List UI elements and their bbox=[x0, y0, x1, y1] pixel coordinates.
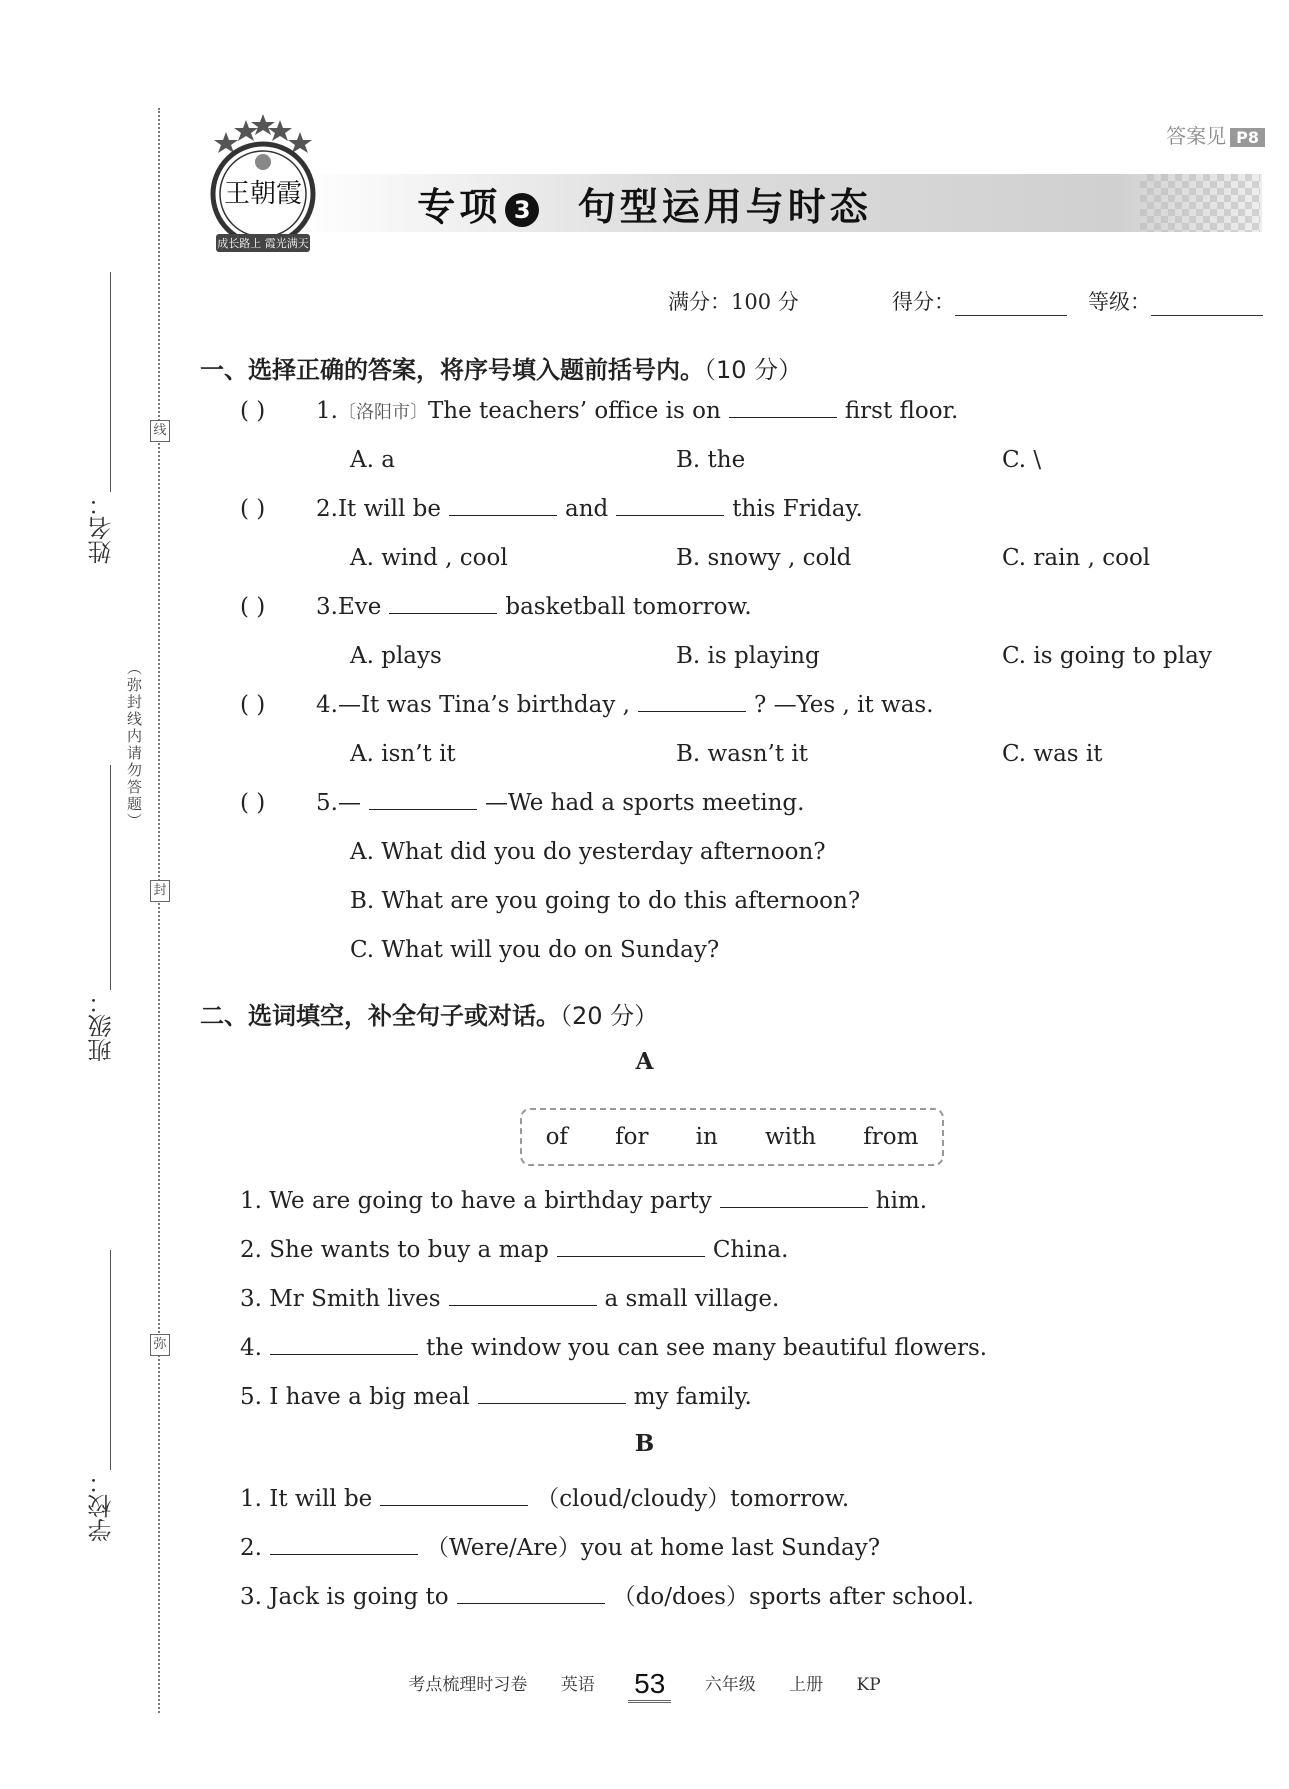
word-bank-item: in bbox=[695, 1124, 718, 1150]
q1-option-b[interactable]: B. the bbox=[676, 447, 746, 473]
part-b-item-2: 2. （Were/Are）you at home last Sunday? bbox=[240, 1535, 881, 1561]
blank-q4[interactable] bbox=[638, 693, 746, 712]
q5-option-a[interactable]: A. What did you do yesterday afternoon? bbox=[350, 839, 826, 865]
part-a-heading: A bbox=[635, 1048, 654, 1075]
footer-volume: 上册 bbox=[789, 1675, 824, 1695]
footer-book: 考点梳理时习卷 bbox=[408, 1675, 528, 1695]
answer-ref-text: 答案见 bbox=[1166, 124, 1227, 148]
question-5: 5.— —We had a sports meeting. bbox=[316, 790, 805, 816]
grade-label: 等级： bbox=[1088, 290, 1151, 314]
blank-b2[interactable] bbox=[270, 1536, 418, 1555]
blank-q2b[interactable] bbox=[616, 497, 724, 516]
no-answer-note: （弥封线内请勿答题） bbox=[125, 660, 143, 830]
section2-title: 二、选词填空，补全句子或对话。（20 分） bbox=[200, 1002, 659, 1030]
word-bank-item: with bbox=[764, 1124, 817, 1150]
part-a-item-3: 3. Mr Smith lives a small village. bbox=[240, 1286, 780, 1312]
word-bank-item: from bbox=[863, 1124, 919, 1150]
blank-a1[interactable] bbox=[720, 1189, 868, 1208]
name-label: 姓名： bbox=[88, 492, 116, 564]
school-label: 学校： bbox=[88, 1470, 116, 1542]
answer-paren-4[interactable]: ( ) bbox=[240, 692, 266, 718]
seal-mark-line: 线 bbox=[150, 420, 170, 442]
section1-title: 一、选择正确的答案，将序号填入题前括号内。（10 分） bbox=[200, 356, 803, 384]
question-3: 3.Eve basketball tomorrow. bbox=[316, 594, 752, 620]
seal-mark-feng: 封 bbox=[150, 880, 170, 902]
footer-grade: 六年级 bbox=[704, 1675, 756, 1695]
blank-q1[interactable] bbox=[729, 399, 837, 418]
part-a-item-1: 1. We are going to have a birthday party him. bbox=[240, 1188, 928, 1214]
q3-option-b[interactable]: B. is playing bbox=[676, 643, 820, 669]
footer-edition: KP bbox=[856, 1675, 881, 1695]
part-a-item-5: 5. I have a big meal my family. bbox=[240, 1384, 752, 1410]
full-score: 满分：100 分 bbox=[668, 290, 799, 314]
answer-paren-2[interactable]: ( ) bbox=[240, 496, 266, 522]
part-b-heading: B bbox=[634, 1430, 655, 1457]
q2-option-b[interactable]: B. snowy , cold bbox=[676, 545, 852, 571]
answer-page-tag: P8 bbox=[1230, 128, 1265, 147]
page-footer bbox=[0, 1668, 1289, 1703]
word-bank-item: for bbox=[615, 1124, 649, 1150]
title-number: 3 bbox=[505, 193, 539, 227]
blank-q5[interactable] bbox=[369, 791, 477, 810]
q2-option-a[interactable]: A. wind , cool bbox=[350, 545, 508, 571]
blank-b3[interactable] bbox=[457, 1585, 605, 1604]
logo-name: 王朝霞 bbox=[223, 179, 303, 209]
answer-paren-3[interactable]: ( ) bbox=[240, 594, 266, 620]
page-title bbox=[0, 176, 1289, 231]
title-prefix: 专项 bbox=[417, 185, 502, 229]
grade-field[interactable] bbox=[1088, 286, 1263, 316]
word-bank bbox=[520, 1108, 944, 1166]
question-2: 2.It will be and this Friday. bbox=[316, 496, 863, 522]
blank-b1[interactable] bbox=[380, 1487, 528, 1506]
footer-subject: 英语 bbox=[560, 1675, 595, 1695]
part-a-item-2: 2. She wants to buy a map China. bbox=[240, 1237, 789, 1263]
seal-mark-mi: 弥 bbox=[150, 1334, 170, 1356]
q2-option-c[interactable]: C. rain , cool bbox=[1002, 545, 1151, 571]
blank-q3[interactable] bbox=[389, 595, 497, 614]
q5-option-b[interactable]: B. What are you going to do this afternoon? bbox=[350, 888, 861, 914]
answer-paren-1[interactable]: ( ) bbox=[240, 398, 266, 424]
q5-option-c[interactable]: C. What will you do on Sunday? bbox=[350, 937, 720, 963]
q3-option-a[interactable]: A. plays bbox=[350, 643, 442, 669]
q3-option-c[interactable]: C. is going to play bbox=[1002, 643, 1212, 669]
part-a-item-4: 4. the window you can see many beautiful flowers. bbox=[240, 1335, 988, 1361]
q1-option-a[interactable]: A. a bbox=[350, 447, 395, 473]
score-field[interactable] bbox=[892, 286, 1067, 316]
part-b-item-1: 1. It will be （cloud/cloudy）tomorrow. bbox=[240, 1486, 850, 1512]
score-label: 得分： bbox=[892, 290, 955, 314]
q4-option-b[interactable]: B. wasn’t it bbox=[676, 741, 809, 767]
binding-dotted-line bbox=[158, 108, 160, 1713]
q4-option-a[interactable]: A. isn’t it bbox=[350, 741, 456, 767]
logo-tagline: 成长路上 霞光满天 bbox=[217, 237, 309, 250]
name-field[interactable] bbox=[110, 272, 111, 492]
class-field[interactable] bbox=[110, 765, 111, 990]
q1-option-c[interactable]: C. \ bbox=[1002, 447, 1042, 473]
blank-a2[interactable] bbox=[557, 1238, 705, 1257]
question-4: 4.—It was Tina’s birthday , ? —Yes , it was. bbox=[316, 692, 934, 718]
title-main: 句型运用与时态 bbox=[577, 185, 872, 229]
part-b-item-3: 3. Jack is going to （do/does）sports after school. bbox=[240, 1584, 974, 1610]
blank-a4[interactable] bbox=[270, 1336, 418, 1355]
answer-reference bbox=[1166, 120, 1265, 149]
q4-option-c[interactable]: C. was it bbox=[1002, 741, 1103, 767]
word-bank-item: of bbox=[545, 1124, 568, 1150]
blank-a3[interactable] bbox=[449, 1287, 597, 1306]
blank-a5[interactable] bbox=[478, 1385, 626, 1404]
page-number: 53 bbox=[628, 1668, 671, 1703]
answer-paren-5[interactable]: ( ) bbox=[240, 790, 266, 816]
class-label: 班级： bbox=[88, 990, 116, 1062]
question-1: 1.〔洛阳市〕The teachers’ office is on first floor. bbox=[316, 398, 959, 424]
blank-q2a[interactable] bbox=[449, 497, 557, 516]
